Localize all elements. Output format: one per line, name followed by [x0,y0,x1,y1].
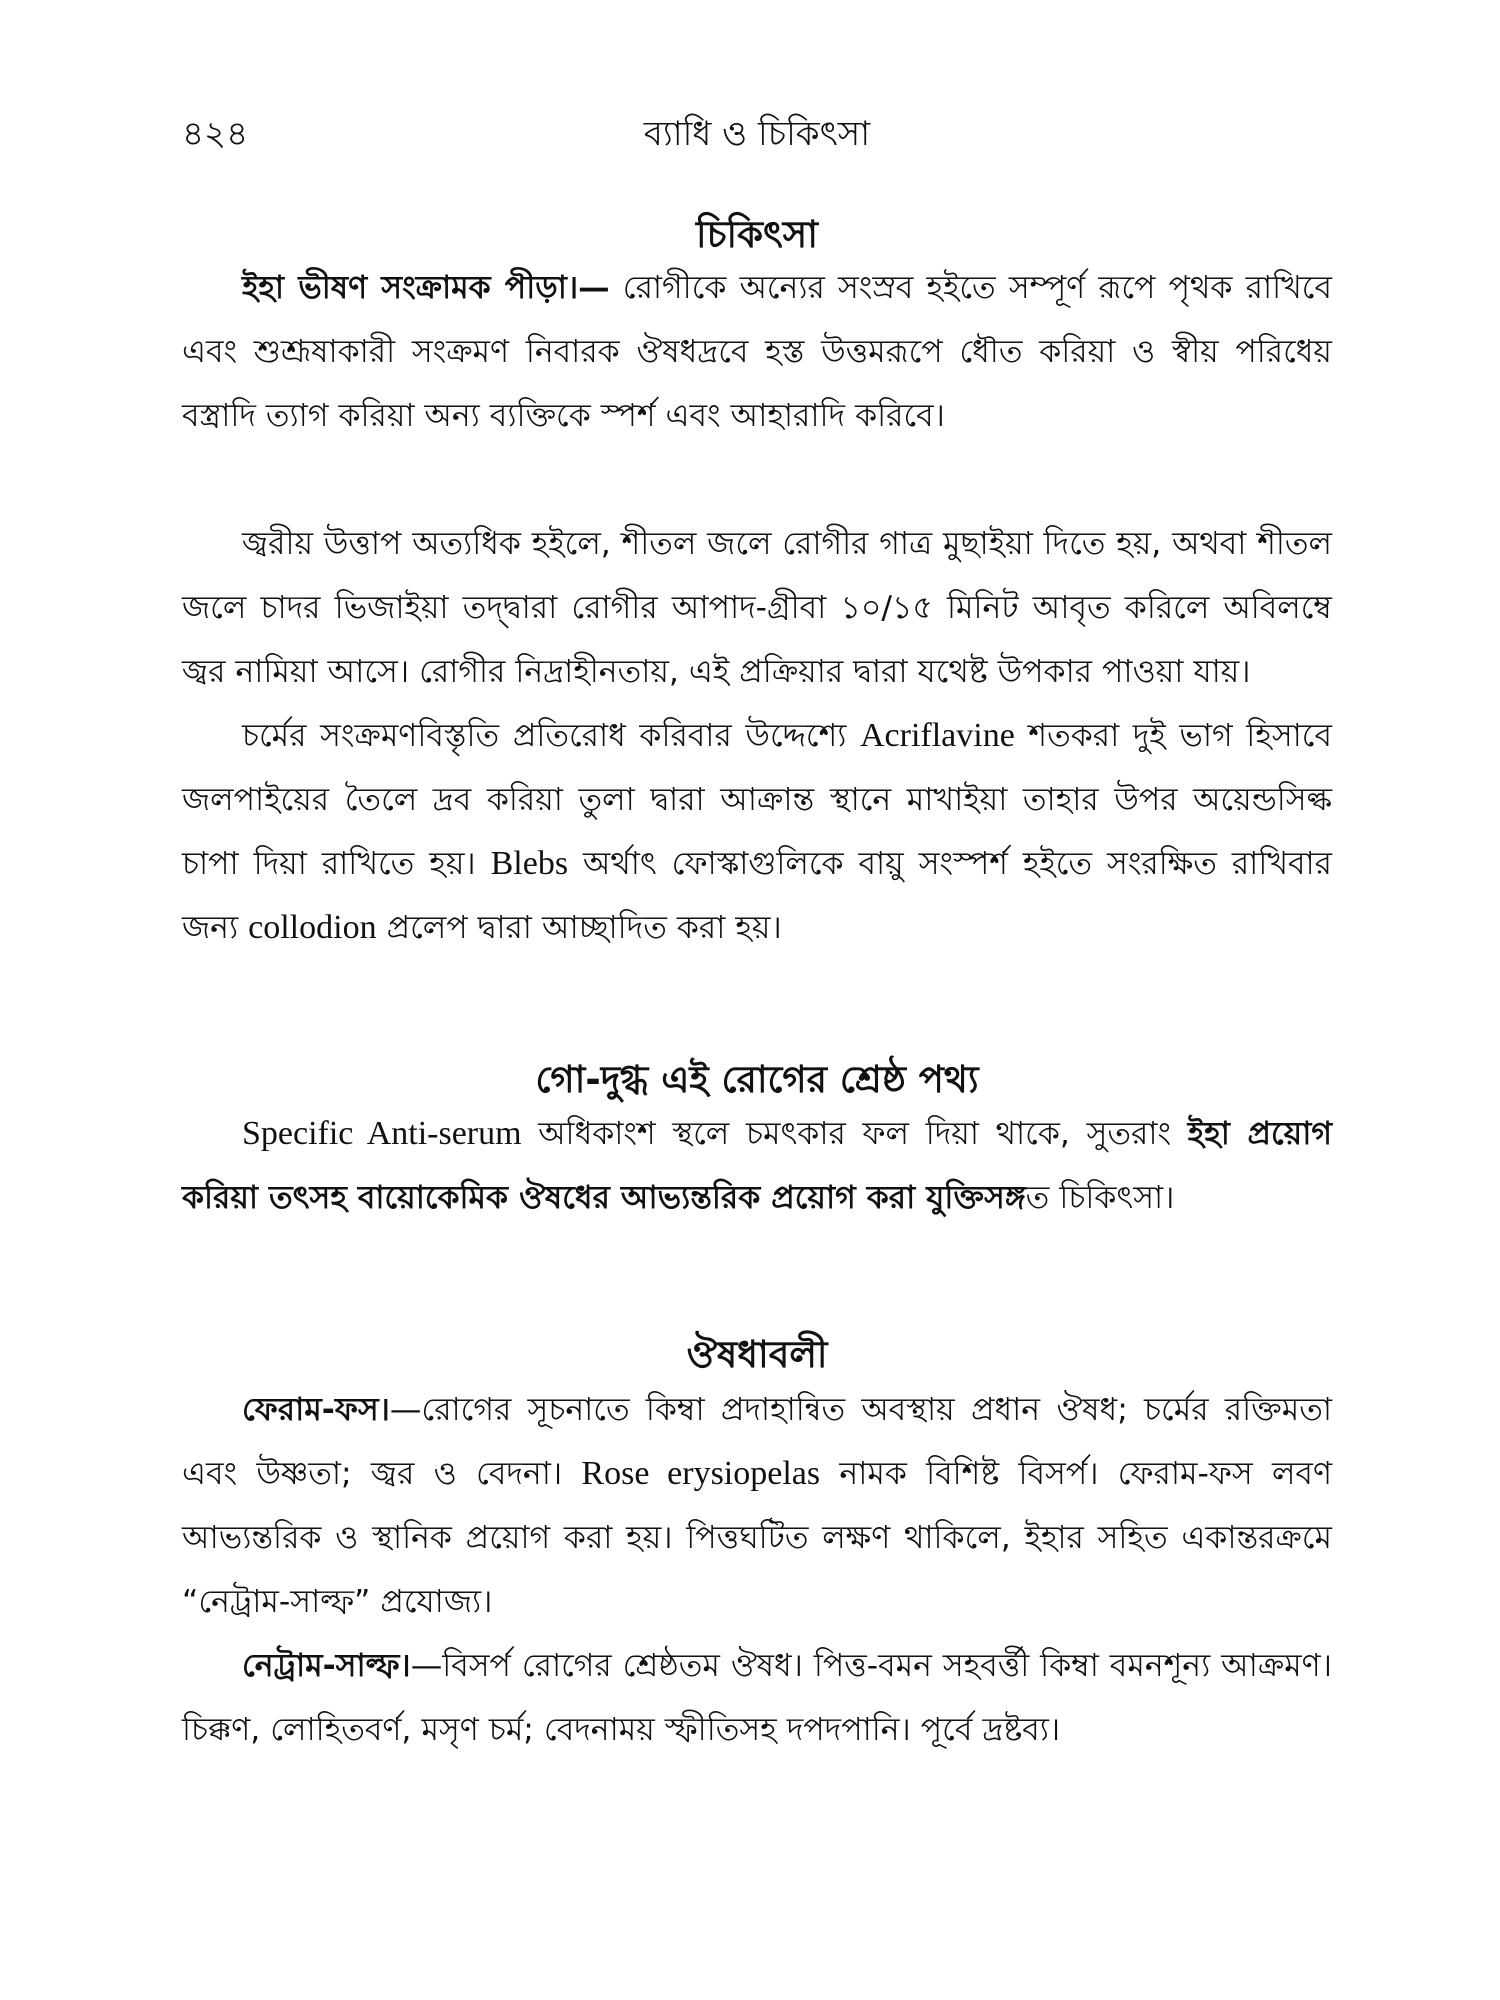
paragraph-text: প্রলেপ দ্বারা আচ্ছাদিত করা হয়। [376,910,782,946]
paragraph-text: —রোগের সূচনাতে কিম্বা প্রদাহান্বিত অবস্থায় প্রধান ঔষধ; চর্মের রক্তিমতা এবং উষ্ণতা; জ্বর ও বেদনা। [182,1392,1332,1492]
paragraph-text: নামক বিশিষ্ট বিসর্প। ফেরাম-ফস লবণ আভ্যন্তরিক ও স্থানিক প্রয়োগ করা হয়। পিত্তঘটিত লক্ষণ থাকিলে, ইহার সহিত একান্তরক্রমে “নেট্রাম-সাল্ফ” প্রযোজ্য। [182,1456,1333,1620]
paragraph-text: অধিকাংশ স্থলে চমৎকার ফল দিয়া থাকে, সুতরাং [521,1116,1188,1152]
paragraph-text: শতকরা দুই ভাগ হিসাবে জলপাইয়ের তৈলে দ্রব করিয়া তুলা দ্বারা আক্রান্ত স্থানে মাখাইয়া তাহার উপর অয়েন্ডসিল্ক চাপা দিয়া রাখিতে হয়। [182,718,1332,882]
latin-term: Blebs [490,845,569,882]
remedy-name: ফেরাম-ফস। [242,1392,390,1428]
paragraph-text: চর্মের সংক্রমণবিস্তৃতি প্রতিরোধ করিবার উদ্দেশ্যে [242,718,860,754]
paragraph-fever: জ্বরীয় উত্তাপ অত্যধিক হইলে, শীতল জলে রোগীর গাত্র মুছাইয়া দিতে হয়, অথবা শীতল জলে চাদর ভিজাইয়া তদ্দ্বারা রোগীর আপাদ-গ্রীবা ১০/১৫ মিনিট আবৃত করিলে অবিলম্বে জ্বর নামিয়া আসে। রোগীর নিদ্রাহীনতায়, এই প্রক্রিয়ার দ্বারা যথেষ্ট উপকার পাওয়া যায়। [182,526,1332,690]
paragraph-text: ত চিকিৎসা। [1025,1180,1175,1216]
running-title: ব্যাধি ও চিকিৎসা [643,114,871,154]
paragraph-text: রোগীকে অন্যের সংস্রব হইতে সম্পূর্ণ রূপে পৃথক রাখিবে এবং শুশ্রূষাকারী সংক্রমণ নিবারক ঔষধদ্রবে হস্ত উত্তমরূপে ধৌত করিয়া ও স্বীয় পরিধেয় বস্ত্রাদি ত্যাগ করিয়া অন্য ব্যক্তিকে স্পর্শ এবং আহারাদি করিবে। [182,270,1332,434]
latin-term: collodion [248,909,377,946]
paragraph-isolation [182,256,1332,448]
paragraph-lead: ইহা ভীষণ সংক্রামক পীড়া।— [242,270,610,306]
paragraph-ferrum-phos [182,1378,1332,1634]
paragraph-text: —বিসর্প রোগের শ্রেষ্ঠতম ঔষধ। পিত্ত-বমন সহবর্ত্তী কিম্বা বমনশূন্য আক্রমণ। চিক্কণ, লোহিতবর্ণ, মসৃণ চর্ম; বেদনাময় স্ফীতিসহ দপদপানি। পূর্বে দ্রষ্টব্য। [182,1648,1332,1748]
running-header [182,108,1332,158]
paragraph-acriflavine [182,704,1332,960]
paragraph-bold-text: ইহা প্রয়োগ করিয়া তৎসহ বায়োকেমিক ঔষধের আভ্যন্তরিক প্রয়োগ করা যুক্তিসঙ্গ [182,1116,1332,1216]
page-number: ৪২৪ [182,114,249,154]
section-heading-treatment: চিকিৎসা [696,213,818,256]
book-page [182,0,1332,2000]
paragraph-natrum-sulph [182,1634,1332,1762]
remedy-name: নেট্রাম-সাল্ফ। [242,1648,411,1684]
paragraph-text: অর্থাৎ ফোস্কাগুলিকে বায়ু সংস্পর্শ হইতে সংরক্ষিত রাখিবার জন্য [182,846,1333,946]
paragraph-antiserum [182,1102,1332,1230]
latin-term: Specific Anti-serum [242,1115,522,1152]
section-heading-diet: গো-দুগ্ধ এই রোগের শ্রেষ্ঠ পথ্য [535,1058,979,1101]
section-heading-medicines: ঔষধাবলী [686,1333,828,1376]
latin-term: Rose erysiopelas [581,1455,821,1492]
latin-term: Acriflavine [859,717,1015,754]
